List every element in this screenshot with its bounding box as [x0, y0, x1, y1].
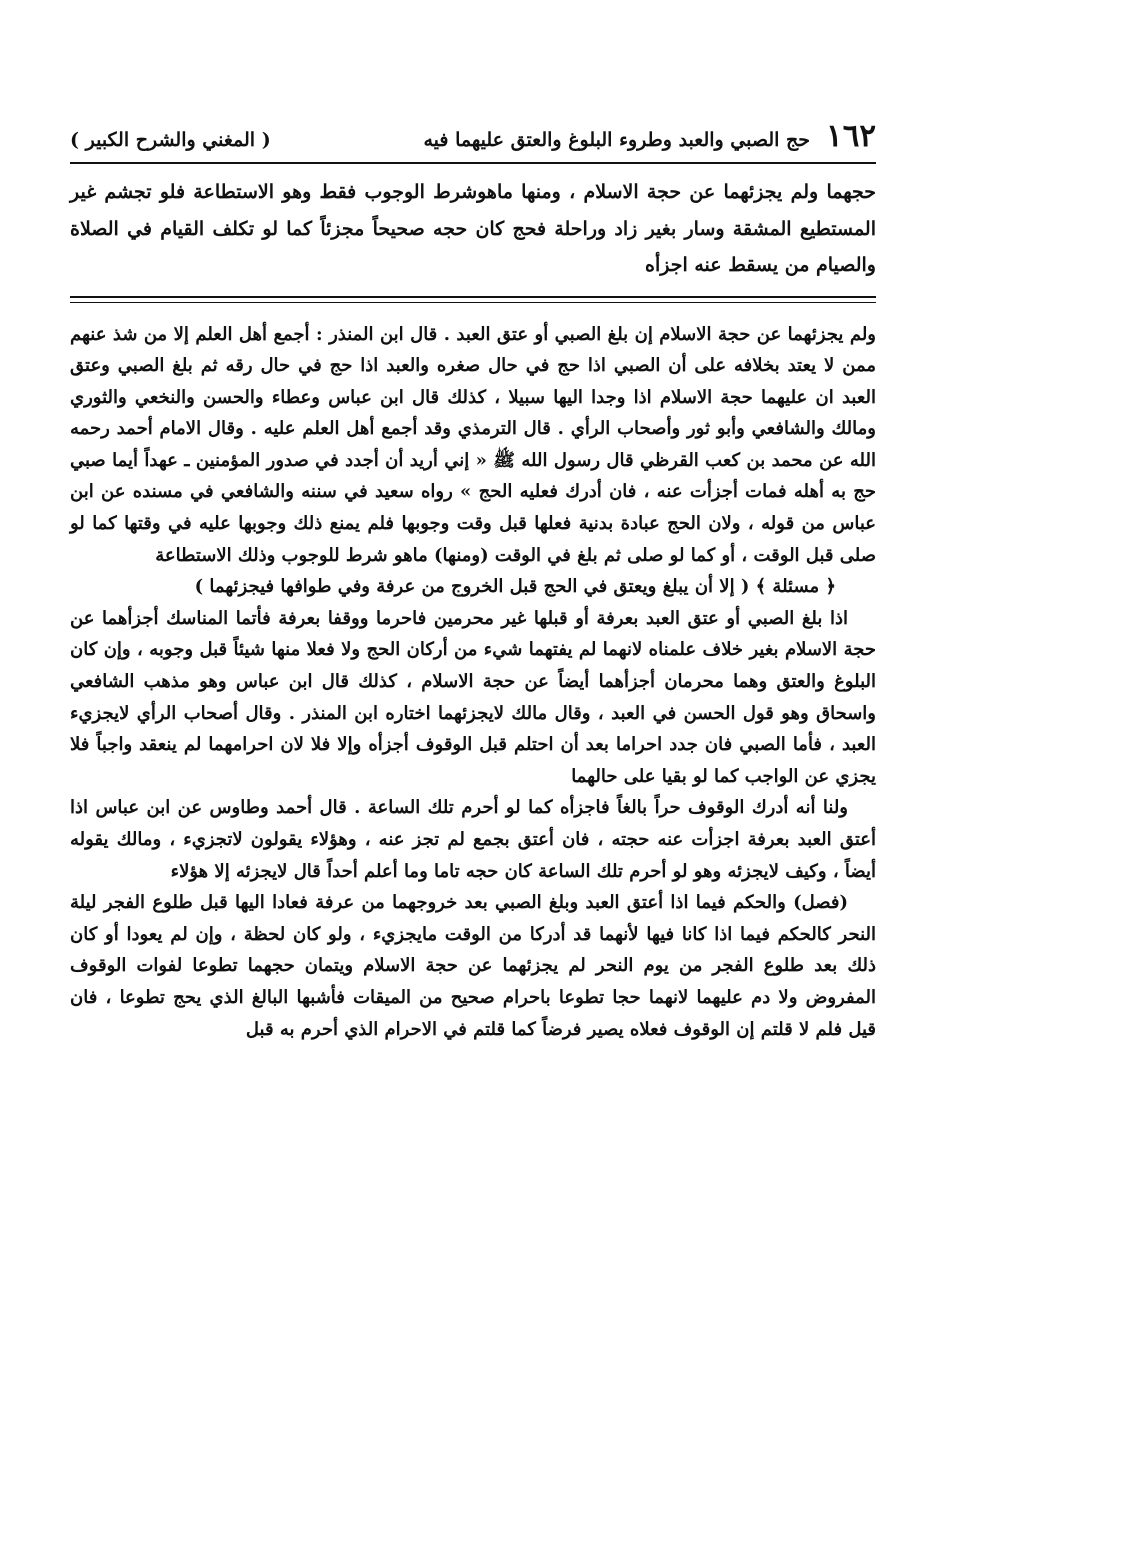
masala-heading: ﴿ مسئلة ﴾ ( إلا أن يبلغ ويعتق في الحج قبل الخروج من عرفة وفي طوافها فيجزئهما )	[194, 576, 836, 598]
matn-text-block	[70, 174, 876, 284]
book-title: ( المغني والشرح الكبير )	[70, 129, 271, 151]
sharh-paragraph-2: اذا بلغ الصبي أو عتق العبد بعرفة أو قبلها غير محرمين فاحرما ووقفا بعرفة فأتما المناسك أجزأهما عن حجة الاسلام بغير خلاف علمناه لانهما لم يفتهما شيء من أركان الحج ولا فعلا منها شيئاً قبل وجوبه ، وإن كان البلوغ والعتق وهما محرمان أجزأهما أيضاً عن حجة الاسلام ، كذلك قال ابن عباس وهو مذهب الشافعي واسحاق وهو قول الحسن في العبد ، وقال مالك لايجزئهما اختاره ابن المنذر . وقال أصحاب الرأي لايجزيء العبد ، فأما الصبي فان جدد احراما بعد أن احتلم قبل الوقوف أجزأه وإلا فلا لان احرامهما لم ينعقد واجباً فلا يجزي عن الواجب كما لو بقيا على حالهما	[70, 607, 876, 787]
chapter-title: حج الصبي والعبد وطروء البلوغ والعتق عليهما فيه	[423, 129, 811, 151]
divider-thick-line	[70, 296, 876, 298]
sharh-paragraph-1: ولم يجزئهما عن حجة الاسلام إن بلغ الصبي أو عتق العبد . قال ابن المنذر : أجمع أهل العلم إلا من شذ عنهم ممن لا يعتد بخلافه على أن الصبي اذا حج في حال صغره والعبد اذا حج في حال رقه ثم بلغ الصبي وعتق العبد ان عليهما حجة الاسلام اذا وجدا اليها سبيلا ، كذلك قال ابن عباس وعطاء والحسن والنخعي والثوري ومالك والشافعي وأبو ثور وأصحاب الرأي . قال الترمذي وقد أجمع أهل العلم عليه . وقال الامام أحمد رحمه الله عن محمد بن كعب القرظي قال رسول الله ﷺ « إني أريد أن أجدد في صدور المؤمنين ـ عهداً أيما صبي حج به أهله فمات أجزأت عنه ، فان أدرك فعليه الحج » رواه سعيد في سننه والشافعي في مسنده عن ابن عباس من قوله ، ولان الحج عبادة بدنية فعلها قبل وقت وجوبها فلم يمنع ذلك وجوبها عليه في وقتها كما لو صلى قبل الوقت ، أو كما لو صلى ثم بلغ في الوقت (ومنها) ماهو شرط للوجوب وذلك الاستطاعة	[70, 323, 876, 566]
sharh-commentary-block	[70, 319, 876, 1046]
divider-thin-line	[70, 302, 876, 303]
book-page	[70, 118, 876, 1045]
sharh-paragraph-3: ولنا أنه أدرك الوقوف حراً بالغاً فاجزأه كما لو أحرم تلك الساعة . قال أحمد وطاوس عن ابن عباس اذا أعتق العبد بعرفة اجزأت عنه حجته ، فان أعتق بجمع لم تجز عنه ، وهؤلاء يقولون لاتجزيء ، ومالك يقوله أيضاً ، وكيف لايجزئه وهو لو أحرم تلك الساعة كان حجه تاما وما أعلم أحداً قال لايجزئه إلا هؤلاء	[70, 797, 876, 882]
page-number: ١٦٢	[826, 118, 876, 154]
running-head	[70, 118, 876, 164]
sharh-paragraph-4: (فصل) والحكم فيما اذا أعتق العبد وبلغ الصبي بعد خروجهما من عرفة فعادا اليها قبل طلوع الفجر ليلة النحر كالحكم فيما اذا كانا فيها لأنهما قد أدركا من الوقت مايجزيء ، ولو كان لحظة ، وإن لم يعودا أو كان ذلك بعد طلوع الفجر من يوم النحر لم يجزئهما عن حجة الاسلام ويتمان حجهما تطوعا لفوات الوقوف المفروض ولا دم عليهما لانهما حجا تطوعا باحرام صحيح من الميقات فأشبها البالغ الذي يحج تطوعا ، فان قيل فلم لا قلتم إن الوقوف فعلاه يصير فرضاً كما قلتم في الاحرام الذي أحرم به قبل	[70, 892, 876, 1040]
matn-paragraph: حجهما ولم يجزئهما عن حجة الاسلام ، ومنها ماهوشرط الوجوب فقط وهو الاستطاعة فلو تجشم غير المستطيع المشقة وسار بغير زاد وراحلة فحج كان حجه صحيحاً مجزئاً كما لو تكلف القيام في الصلاة والصيام من يسقط عنه اجزأه	[70, 181, 876, 276]
section-divider	[70, 296, 876, 303]
